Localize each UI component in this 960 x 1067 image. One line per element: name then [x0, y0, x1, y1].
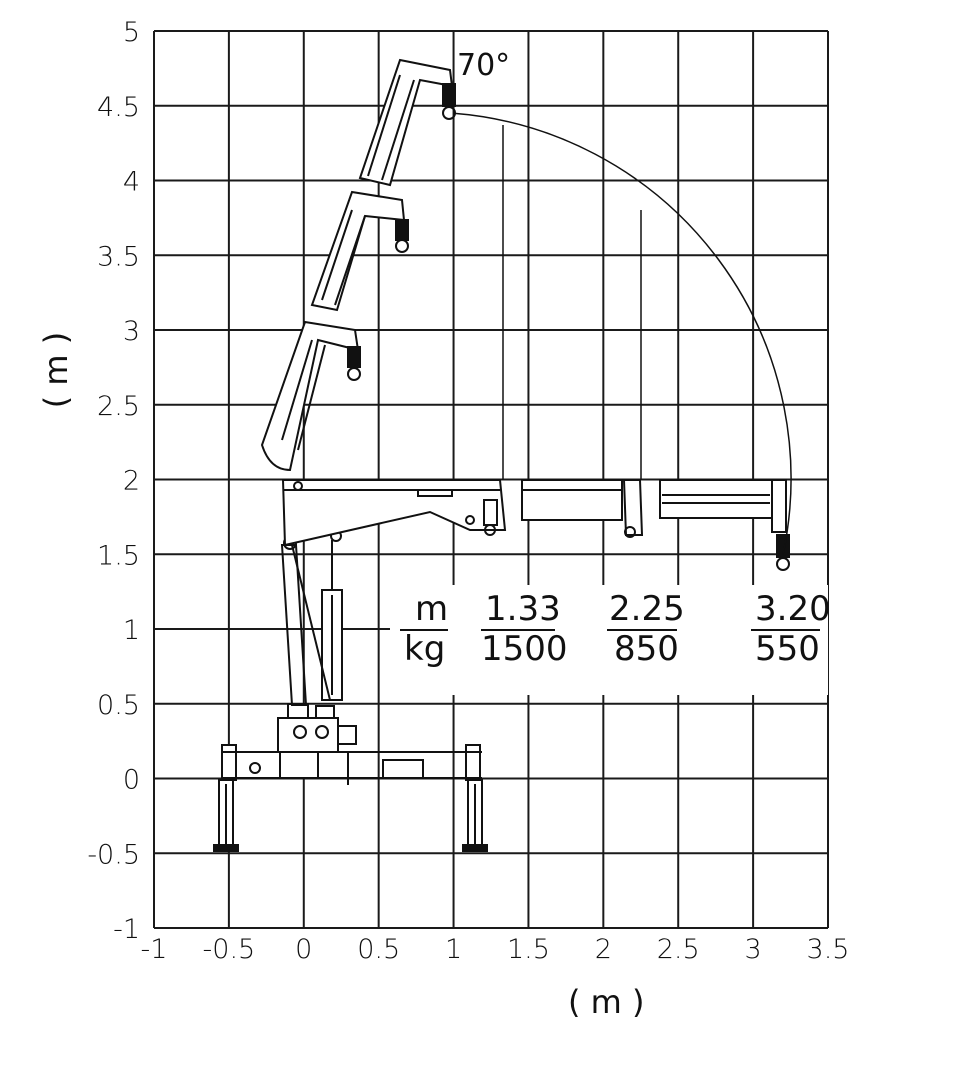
x-tick-label: 0.5 — [357, 934, 401, 965]
y-tick-labels — [87, 17, 140, 945]
x-tick-label: 0 — [295, 934, 313, 965]
load-value-1: 1500 — [481, 629, 568, 669]
y-tick-label: 0 — [122, 764, 140, 796]
crane-drawing — [214, 60, 791, 851]
y-tick-label: 2 — [122, 465, 140, 497]
x-tick-label: -0.5 — [202, 934, 256, 965]
reach-value-1: 1.33 — [485, 589, 561, 629]
y-tick-label: 4.5 — [97, 91, 140, 123]
crane-column — [282, 531, 342, 705]
x-tick-label: 3.5 — [806, 934, 850, 965]
y-tick-label: 3.5 — [97, 241, 140, 273]
y-tick-label: 3 — [122, 316, 140, 347]
row-label-kg: kg — [404, 629, 446, 669]
y-tick-label: 4 — [122, 166, 140, 198]
x-tick-label: 3 — [744, 934, 762, 965]
crane-boom-raised-max — [360, 60, 455, 185]
reach-value-3: 3.20 — [755, 589, 831, 629]
load-value-2: 850 — [614, 629, 679, 669]
crane-base — [214, 704, 487, 851]
load-value-3: 550 — [755, 629, 820, 669]
y-tick-label: 2.5 — [97, 390, 140, 422]
crane-boom-raised-low — [262, 322, 360, 470]
reach-value-2: 2.25 — [609, 589, 685, 629]
load-table — [390, 585, 831, 695]
y-tick-label: -1 — [113, 914, 140, 945]
x-tick-label: 1.5 — [506, 934, 550, 965]
x-tick-label: 2.5 — [656, 934, 700, 965]
x-tick-label: 2 — [594, 934, 612, 965]
y-tick-label: 1 — [122, 615, 140, 646]
y-tick-label: 5 — [122, 17, 140, 48]
y-tick-label: 0.5 — [97, 689, 140, 721]
y-tick-label: -0.5 — [87, 839, 140, 871]
crane-main-boom — [283, 480, 789, 570]
y-tick-label: 1.5 — [97, 540, 140, 572]
row-label-m: m — [415, 589, 449, 629]
x-tick-label: 1 — [444, 934, 463, 965]
x-axis-label: ( m ) — [568, 983, 645, 1021]
y-axis-label: ( m ) — [37, 331, 75, 409]
crane-boom-raised-mid — [312, 192, 408, 310]
x-tick-label: -1 — [140, 934, 168, 965]
x-tick-labels — [141, 934, 850, 965]
angle-label: 70° — [457, 48, 511, 83]
